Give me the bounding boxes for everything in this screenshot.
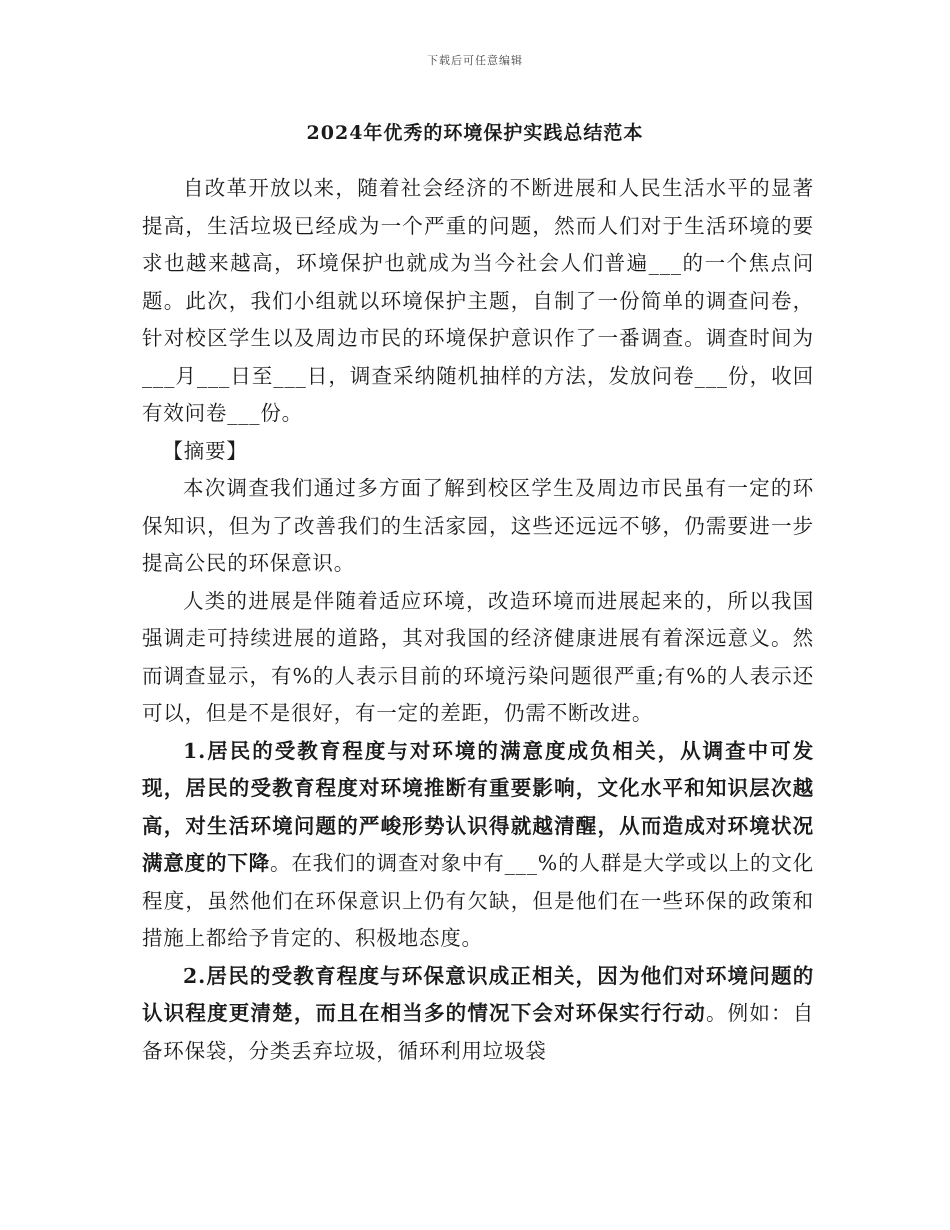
paragraph-abstract: 本次调查我们通过多方面了解到校区学生及周边市民虽有一定的环保知识，但为了改善我们的生活家园，这些还远远不够，仍需要进一步提高公民的环保意识。 [142, 476, 814, 575]
paragraph-finding-2 [142, 958, 814, 1071]
finding-2-bold: 2.居民的受教育程度与环保意识成正相关，因为他们对环境问题的认识程度更清楚，而且在相当多的情况下会对环保实行行动 [142, 963, 814, 1025]
finding-2-rest: 。例如：自备环保袋，分类丢弃垃圾，循环利用垃圾袋 [142, 1001, 814, 1063]
paragraph-intro: 自改革开放以来，随着社会经济的不断进展和人民生活水平的显著提高，生活垃圾已经成为一个严重的问题，然而人们对于生活环境的要求也越来越高，环境保护也就成为当今社会人们普遍___的一个焦点问题。此次，我们小组就以环境保护主题，自制了一份简单的调查问卷，针对校区学生以及周边市民的环境保护意识作了一番调查。调查时间为___月___日至___日，调查采纳随机抽样的方法，发放问卷___份，收回有效问卷___份。 [142, 176, 814, 425]
paragraph-development: 人类的进展是伴随着适应环境，改造环境而进展起来的，所以我国强调走可持续进展的道路，其对我国的经济健康进展有着深远意义。然而调查显示，有%的人表示目前的环境污染问题很严重;有%的人表示还可以，但是不是很好，有一定的差距，仍需不断改进。 [142, 588, 814, 725]
header-note: 下载后可任意编辑 [427, 54, 523, 67]
finding-1-rest: 。在我们的调查对象中有___%的人群是大学或以上的文化程度，虽然他们在环保意识上仍有欠缺，但是他们在一些环保的政策和措施上都给予肯定的、积极地态度。 [142, 851, 814, 950]
document-body [142, 170, 814, 1070]
paragraph-finding-1 [142, 733, 814, 958]
document-title: 2024年优秀的环境保护实践总结范本 [306, 122, 644, 144]
abstract-heading: 【摘要】 [162, 438, 248, 463]
finding-1-bold: 1.居民的受教育程度与对环境的满意度成负相关，从调查中可发现，居民的受教育程度对环境推断有重要影响，文化水平和知识层次越高，对生活环境问题的严峻形势认识得就越清醒，从而造成对环境状况满意度的下降 [142, 738, 814, 875]
